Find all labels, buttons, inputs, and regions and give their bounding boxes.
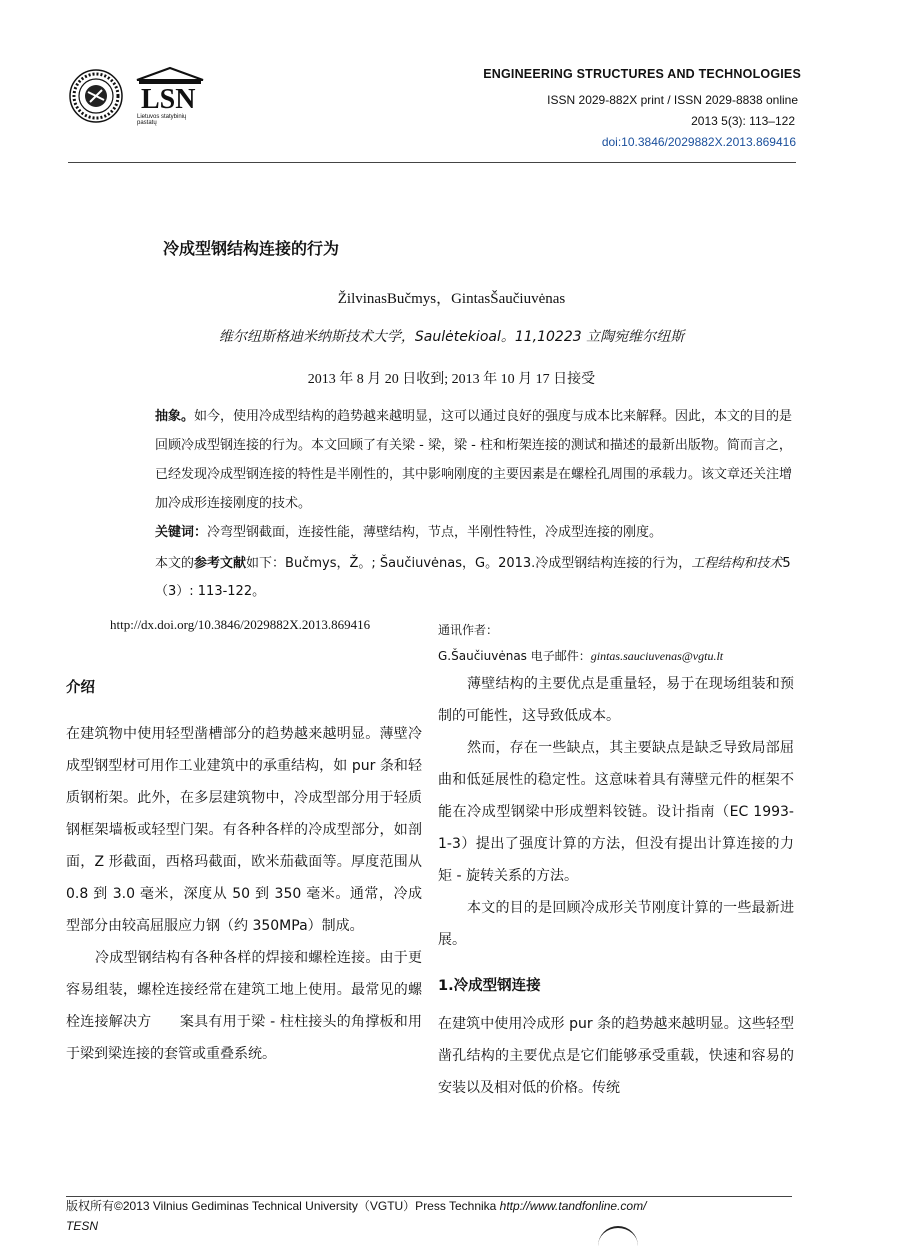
article-title: 冷成型钢结构连接的行为 xyxy=(163,239,340,258)
citation-journal: 工程结构和技术 xyxy=(691,556,783,571)
keywords-label: 关键词： xyxy=(155,525,208,540)
footer-code: TESN xyxy=(66,1219,99,1233)
right-paragraph-1: 薄壁结构的主要优点是重量轻，易于在现场组装和预制的可能性，这导致低成本。 xyxy=(438,676,794,724)
intro-paragraph-2: 冷成型钢结构有各种各样的焊接和螺栓连接。由于更容易组装，螺栓连接经常在建筑工地上使用。最常见的螺栓连接解决方 案具有用于梁 - 柱柱接头的角撑板和用于梁到梁连接的套管或重叠系统。 xyxy=(66,950,422,1062)
copyright-text: 版权所有©2013 Vilnius Gediminas Technical University（VGTU）Press Technika xyxy=(66,1199,500,1213)
journal-name: ENGINEERING STRUCTURES AND TECHNOLOGIES xyxy=(483,67,801,81)
right-column xyxy=(438,668,794,1104)
volume-info: 2013 5(3): 113–122 xyxy=(691,114,795,128)
correspondence-email xyxy=(438,647,723,664)
footer-url[interactable]: http://www.tandfonline.com/ xyxy=(499,1199,647,1213)
right-paragraph-3: 本文的目的是回顾冷成形关节刚度计算的一些最新进展。 xyxy=(438,900,794,948)
citation-bold: 参考文献 xyxy=(194,556,247,571)
keywords-text: 冷弯型钢截面，连接性能，薄壁结构，节点，半刚性特性，冷成型连接的刚度。 xyxy=(207,525,663,540)
university-seal-logo xyxy=(68,68,124,124)
citation-suffix: 5（3）: 113-122。 xyxy=(155,556,791,599)
abstract-text: 如今，使用冷成型结构的趋势越来越明显，这可以通过良好的强度与成本比来解释。因此，本文的目的是回顾冷成型钢连接的行为。本文回顾了有关梁 - 梁，梁 - 柱和桁架连接的测试和描述的最新出版物。简而言之，已经发现冷成型钢连接的特性是半刚性的，其中影响刚度的主要因素是在螺栓孔周围的承载力。该文章还关注增加冷成形连接刚度的技术。 xyxy=(155,409,793,511)
svg-text:LSN: LSN xyxy=(141,84,196,110)
lsn-logo xyxy=(133,66,207,126)
correspondence-label: 通讯作者： xyxy=(438,623,499,637)
citation-mid: 如下：Bučmys，Ž。; Šaučiuvėnas，G。2013.冷成型钢结构连接的行为， xyxy=(246,556,692,571)
keywords xyxy=(155,518,803,547)
received-dates: 2013 年 8 月 20 日收到; 2013 年 10 月 17 日接受 xyxy=(307,372,596,387)
lsn-logo-icon xyxy=(133,66,207,110)
header-divider xyxy=(68,162,796,163)
section-heading-intro: 介绍 xyxy=(66,680,95,696)
issn: ISSN 2029-882X print / ISSN 2029-8838 online xyxy=(547,93,798,107)
abstract xyxy=(155,402,803,518)
affiliation: 维尔纽斯格迪米纳斯技术大学，Saulėtekioal。11,10223 立陶宛维尔纽斯 xyxy=(218,329,685,345)
right-paragraph-4: 在建筑中使用冷成形 pur 条的趋势越来越明显。这些轻型凿孔结构的主要优点是它们能够承受重载，快速和容易的安装以及相对低的价格。传统 xyxy=(438,1016,794,1096)
citation-prefix: 本文的 xyxy=(155,556,195,571)
university-seal-icon xyxy=(68,68,124,124)
email-link[interactable]: gintas.sauciuvenas@vgtu.lt xyxy=(590,649,724,663)
section-heading-1: 1.冷成型钢连接 xyxy=(438,978,541,994)
authors: ŽilvinasBučmys，GintasŠaučiuvėnas xyxy=(337,291,566,307)
copyright xyxy=(66,1197,646,1214)
left-column xyxy=(66,672,422,1070)
page-arc-decoration xyxy=(598,1226,638,1248)
intro-paragraph-1: 在建筑物中使用轻型凿槽部分的趋势越来越明显。薄壁冷成型钢型材可用作工业建筑中的承重结构，如 pur 条和轻质钢桁架。此外，在多层建筑物中，冷成型部分用于轻质钢框架墙板或轻型门架。有各种各样的冷成型部分，如剖面，Z 形截面，西格玛截面，欧米茄截面等。厚度范围从 0.8 到 3.0 毫米，深度从 50 到 350 毫米。通常，冷成型部分由较高屈服应力钢（约 350MPa）制成。 xyxy=(66,726,422,934)
right-paragraph-2: 然而，存在一些缺点，其主要缺点是缺乏导致局部屈曲和低延展性的稳定性。这意味着具有薄壁元件的框架不能在冷成型钢梁中形成塑料铰链。设计指南（EC 1993-1-3）提出了强度计算的方法，但没有提出计算连接的力矩 - 旋转关系的方法。 xyxy=(438,740,794,884)
doi-url[interactable]: http://dx.doi.org/10.3846/2029882X.2013.869416 xyxy=(110,617,371,632)
citation xyxy=(155,550,803,606)
abstract-label: 抽象。 xyxy=(155,409,195,424)
doi-link[interactable]: doi:10.3846/2029882X.2013.869416 xyxy=(601,135,796,149)
correspondence-name: G.Šaučiuvėnas 电子邮件： xyxy=(438,649,591,663)
lsn-logo-caption: Lietuvos statybinių pastatų xyxy=(137,114,187,126)
